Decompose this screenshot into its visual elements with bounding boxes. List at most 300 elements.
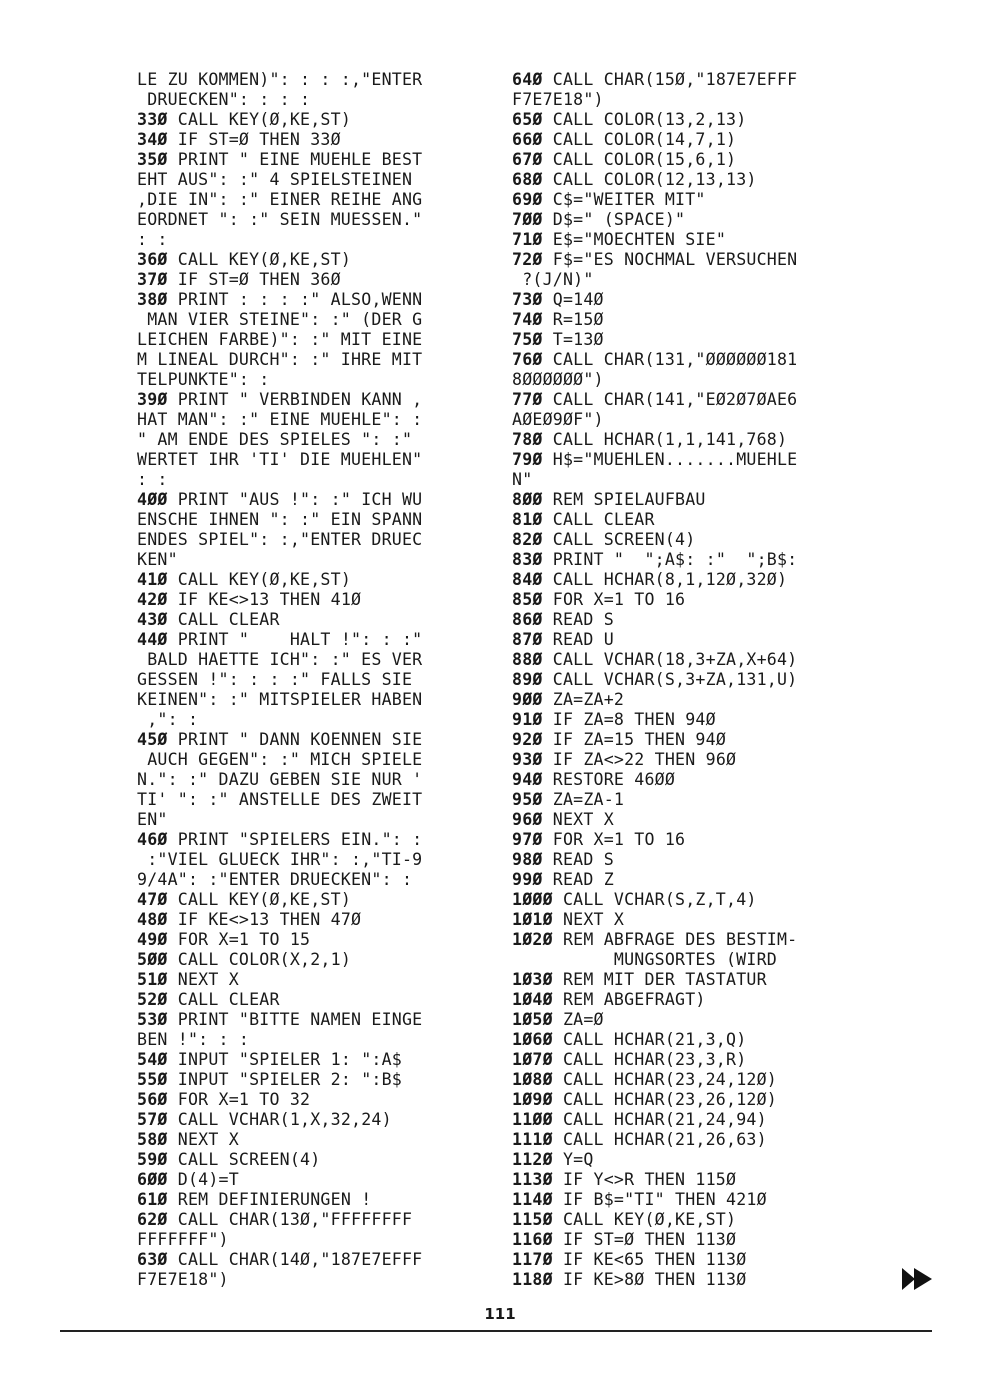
code-text: REM DEFINIERUNGEN ! [167, 1190, 372, 1209]
code-text: PRINT : : : :" ALSO,WENN [167, 290, 423, 309]
bottom-rule [60, 1330, 932, 1332]
code-line [512, 530, 862, 550]
code-line [137, 330, 482, 350]
code-line [512, 950, 862, 970]
code-text: RESTORE 46ØØ [542, 770, 676, 789]
code-text: NEXT X [167, 1130, 239, 1149]
line-number: 52Ø [137, 990, 168, 1009]
code-text: NEXT X [167, 970, 239, 989]
code-text: Y=Q [552, 1150, 594, 1169]
code-text: IF ST=Ø THEN 113Ø [552, 1230, 737, 1249]
code-text: CALL CLEAR [167, 610, 280, 629]
code-line [137, 190, 482, 210]
code-text: BALD HAETTE ICH": :" ES VER [137, 650, 423, 669]
code-text: REM MIT DER TASTATUR [552, 970, 767, 989]
line-number: 116Ø [512, 1230, 553, 1249]
line-number: 47Ø [137, 890, 168, 909]
line-number: 1Ø9Ø [512, 1090, 553, 1109]
code-text: IF ZA<>22 THEN 96Ø [542, 750, 737, 769]
code-text: TELPUNKTE": : [137, 370, 270, 389]
code-text: ZA=ZA+2 [542, 690, 625, 709]
line-number: 61Ø [137, 1190, 168, 1209]
code-text: D(4)=T [167, 1170, 239, 1189]
line-number: 78Ø [512, 430, 543, 449]
code-text: CALL CHAR(141,"EØ2Ø7ØAE6 [542, 390, 798, 409]
code-line [512, 910, 862, 930]
code-text: AUCH GEGEN": :" MICH SPIELE [137, 750, 423, 769]
code-line [137, 1190, 482, 1210]
code-line [137, 870, 482, 890]
code-line [137, 470, 482, 490]
code-line [137, 290, 482, 310]
code-line [137, 270, 482, 290]
line-number: 118Ø [512, 1270, 553, 1289]
line-number: 11ØØ [512, 1110, 553, 1129]
code-text: N" [512, 470, 533, 489]
code-text: ?(J/N)" [512, 270, 594, 289]
line-number: 115Ø [512, 1210, 553, 1229]
line-number: 38Ø [137, 290, 168, 309]
line-number: 1Ø6Ø [512, 1030, 553, 1049]
code-line [137, 1170, 482, 1190]
line-number: 72Ø [512, 250, 543, 269]
code-line [137, 1210, 482, 1230]
code-line [137, 410, 482, 430]
code-text: FOR X=1 TO 16 [542, 830, 686, 849]
code-line [512, 350, 862, 370]
line-number: 48Ø [137, 910, 168, 929]
line-number: 54Ø [137, 1050, 168, 1069]
line-number: 49Ø [137, 930, 168, 949]
line-number: 5ØØ [137, 950, 168, 969]
code-text: CALL HCHAR(21,26,63) [552, 1130, 767, 1149]
code-line [137, 450, 482, 470]
code-line [137, 150, 482, 170]
line-number: 1Ø1Ø [512, 910, 553, 929]
code-text: EN" [137, 810, 168, 829]
code-line [512, 750, 862, 770]
line-number: 112Ø [512, 1150, 553, 1169]
code-text: CALL HCHAR(21,3,Q) [552, 1030, 747, 1049]
code-text: GESSEN !": : : :" FALLS SIE [137, 670, 413, 689]
code-line [512, 610, 862, 630]
line-number: 42Ø [137, 590, 168, 609]
code-line [512, 850, 862, 870]
code-text: CALL HCHAR(21,24,94) [552, 1110, 767, 1129]
continue-arrow-icon [900, 1266, 934, 1296]
code-text: 8ØØØØØØ") [512, 370, 604, 389]
line-number: 43Ø [137, 610, 168, 629]
code-line [512, 270, 862, 290]
code-text: ENDES SPIEL": :,"ENTER DRUEC [137, 530, 423, 549]
line-number: 81Ø [512, 510, 543, 529]
code-line [512, 790, 862, 810]
code-text: N.": :" DAZU GEBEN SIE NUR ' [137, 770, 423, 789]
code-line [137, 130, 482, 150]
code-line [137, 530, 482, 550]
code-text: CALL CHAR(13Ø,"FFFFFFFF [167, 1210, 413, 1229]
code-text: : : [137, 230, 168, 249]
line-number: 56Ø [137, 1090, 168, 1109]
code-text: CALL CHAR(131,"ØØØØØØ181 [542, 350, 798, 369]
code-line [512, 1210, 862, 1230]
code-line [137, 630, 482, 650]
code-line [137, 1010, 482, 1030]
code-text: READ Z [542, 870, 614, 889]
code-line [512, 1250, 862, 1270]
code-line [512, 410, 862, 430]
code-line [512, 1070, 862, 1090]
line-number: 111Ø [512, 1130, 553, 1149]
code-text: IF KE<>13 THEN 47Ø [167, 910, 362, 929]
code-text: 9/4A": :"ENTER DRUECKEN": : [137, 870, 413, 889]
code-line [512, 250, 862, 270]
code-text: CALL HCHAR(23,3,R) [552, 1050, 747, 1069]
code-text: READ U [542, 630, 614, 649]
code-line [512, 470, 862, 490]
code-text: PRINT " VERBINDEN KANN , [167, 390, 423, 409]
line-number: 92Ø [512, 730, 543, 749]
line-number: 8ØØ [512, 490, 543, 509]
code-text: PRINT " HALT !": : :" [167, 630, 423, 649]
code-text: IF ST=Ø THEN 36Ø [167, 270, 341, 289]
line-number: 63Ø [137, 1250, 168, 1269]
code-text: C$="WEITER MIT" [542, 190, 706, 209]
line-number: 67Ø [512, 150, 543, 169]
code-line [137, 830, 482, 850]
line-number: 1Ø3Ø [512, 970, 553, 989]
listing-column-right [512, 70, 862, 1290]
code-line [137, 990, 482, 1010]
code-line [512, 1150, 862, 1170]
code-text: REM ABFRAGE DES BESTIM- [552, 930, 798, 949]
line-number: 91Ø [512, 710, 543, 729]
line-number: 4ØØ [137, 490, 168, 509]
code-line [137, 590, 482, 610]
line-number: 53Ø [137, 1010, 168, 1029]
code-text: EORDNET ": :" SEIN MUESSEN." [137, 210, 423, 229]
code-line [137, 90, 482, 110]
line-number: 73Ø [512, 290, 543, 309]
code-text: TI' ": :" ANSTELLE DES ZWEIT [137, 790, 423, 809]
code-line [137, 970, 482, 990]
code-line [512, 110, 862, 130]
line-number: 74Ø [512, 310, 543, 329]
code-text: " AM ENDE DES SPIELES ": :" [137, 430, 413, 449]
code-line [512, 290, 862, 310]
code-text: :"VIEL GLUECK IHR": :,"TI-9 [137, 850, 423, 869]
code-line [137, 510, 482, 530]
code-line [137, 1230, 482, 1250]
line-number: 76Ø [512, 350, 543, 369]
line-number: 117Ø [512, 1250, 553, 1269]
code-text: ENSCHE IHNEN ": :" EIN SPANN [137, 510, 423, 529]
code-line [512, 430, 862, 450]
line-number: 64Ø [512, 70, 543, 89]
code-text: CALL VCHAR(18,3+ZA,X+64) [542, 650, 798, 669]
code-line [137, 230, 482, 250]
line-number: 36Ø [137, 250, 168, 269]
code-line [512, 930, 862, 950]
line-number: 1Ø8Ø [512, 1070, 553, 1089]
line-number: 45Ø [137, 730, 168, 749]
code-text: PRINT " ";A$: :" ";B$: [542, 550, 798, 569]
code-line [137, 1050, 482, 1070]
line-number: 62Ø [137, 1210, 168, 1229]
code-line [137, 950, 482, 970]
line-number: 79Ø [512, 450, 543, 469]
code-text: PRINT " EINE MUEHLE BEST [167, 150, 423, 169]
line-number: 69Ø [512, 190, 543, 209]
code-text: CALL CHAR(14Ø,"187E7EFFF [167, 1250, 423, 1269]
line-number: 85Ø [512, 590, 543, 609]
code-line [512, 710, 862, 730]
code-text: CALL KEY(Ø,KE,ST) [167, 890, 352, 909]
line-number: 82Ø [512, 530, 543, 549]
code-line [512, 890, 862, 910]
line-number: 84Ø [512, 570, 543, 589]
line-number: 87Ø [512, 630, 543, 649]
code-line [512, 550, 862, 570]
code-text: CALL CLEAR [167, 990, 280, 1009]
code-line [512, 150, 862, 170]
code-text: CALL KEY(Ø,KE,ST) [167, 110, 352, 129]
code-text: READ S [542, 850, 614, 869]
line-number: 1Ø5Ø [512, 1010, 553, 1029]
line-number: 57Ø [137, 1110, 168, 1129]
line-number: 7ØØ [512, 210, 543, 229]
code-line [137, 430, 482, 450]
code-text: CALL COLOR(X,2,1) [167, 950, 352, 969]
code-text: REM SPIELAUFBAU [542, 490, 706, 509]
code-line [512, 330, 862, 350]
code-text: LE ZU KOMMEN)": : : :,"ENTER [137, 70, 423, 89]
code-text: E$="MOECHTEN SIE" [542, 230, 727, 249]
code-text: CALL COLOR(13,2,13) [542, 110, 747, 129]
code-text: HAT MAN": :" EINE MUEHLE": : [137, 410, 423, 429]
code-line [137, 1030, 482, 1050]
code-line [512, 310, 862, 330]
code-text: CALL HCHAR(23,24,12Ø) [552, 1070, 777, 1089]
code-text: CALL VCHAR(1,X,32,24) [167, 1110, 392, 1129]
code-text: CALL COLOR(15,6,1) [542, 150, 737, 169]
code-text: CALL HCHAR(8,1,12Ø,32Ø) [542, 570, 788, 589]
code-line [512, 90, 862, 110]
code-line [137, 370, 482, 390]
line-number: 39Ø [137, 390, 168, 409]
code-text: WERTET IHR 'TI' DIE MUEHLEN" [137, 450, 423, 469]
code-line [512, 190, 862, 210]
code-line [137, 210, 482, 230]
line-number: 33Ø [137, 110, 168, 129]
code-text: IF ST=Ø THEN 33Ø [167, 130, 341, 149]
code-line [137, 250, 482, 270]
line-number: 37Ø [137, 270, 168, 289]
code-line [137, 310, 482, 330]
line-number: 94Ø [512, 770, 543, 789]
line-number: 93Ø [512, 750, 543, 769]
code-text: CALL VCHAR(S,3+ZA,131,U) [542, 670, 798, 689]
code-line [137, 1130, 482, 1150]
code-text: CALL COLOR(14,7,1) [542, 130, 737, 149]
line-number: 71Ø [512, 230, 543, 249]
code-text: NEXT X [542, 810, 614, 829]
code-line [512, 770, 862, 790]
line-number: 89Ø [512, 670, 543, 689]
code-text: FOR X=1 TO 15 [167, 930, 311, 949]
code-line [512, 1270, 862, 1290]
code-line [512, 130, 862, 150]
line-number: 44Ø [137, 630, 168, 649]
code-line [512, 1010, 862, 1030]
code-text: PRINT " DANN KOENNEN SIE [167, 730, 423, 749]
line-number: 86Ø [512, 610, 543, 629]
code-text: FOR X=1 TO 16 [542, 590, 686, 609]
code-text: KEN" [137, 550, 178, 569]
code-line [137, 730, 482, 750]
code-line [137, 1270, 482, 1290]
code-text: EHT AUS": :" 4 SPIELSTEINEN [137, 170, 413, 189]
line-number: 51Ø [137, 970, 168, 989]
code-text: IF ZA=8 THEN 94Ø [542, 710, 716, 729]
code-text: PRINT "BITTE NAMEN EINGE [167, 1010, 423, 1029]
code-line [512, 590, 862, 610]
listing-column-left [137, 70, 482, 1290]
code-text: IF KE>8Ø THEN 113Ø [552, 1270, 747, 1289]
line-number: 83Ø [512, 550, 543, 569]
code-text: F7E7E18") [137, 1270, 229, 1289]
line-number: 58Ø [137, 1130, 168, 1149]
code-text: DRUECKEN": : : : [137, 90, 311, 109]
code-line [512, 1130, 862, 1150]
code-line [137, 550, 482, 570]
code-text: M LINEAL DURCH": :" IHRE MIT [137, 350, 423, 369]
code-line [137, 1150, 482, 1170]
code-text: F$="ES NOCHMAL VERSUCHEN [542, 250, 798, 269]
code-text: CALL KEY(Ø,KE,ST) [167, 250, 352, 269]
line-number: 113Ø [512, 1170, 553, 1189]
code-text: MUNGSORTES (WIRD [512, 950, 777, 969]
code-text: NEXT X [552, 910, 625, 929]
code-text: : : [137, 470, 168, 489]
code-text: ,DIE IN": :" EINER REIHE ANG [137, 190, 423, 209]
code-line [512, 1190, 862, 1210]
code-line [512, 170, 862, 190]
code-line [137, 850, 482, 870]
code-line [137, 570, 482, 590]
code-line [512, 970, 862, 990]
code-text: CALL HCHAR(23,26,12Ø) [552, 1090, 777, 1109]
code-line [137, 1250, 482, 1270]
code-text: IF Y<>R THEN 115Ø [552, 1170, 737, 1189]
code-line [137, 670, 482, 690]
code-line [512, 210, 862, 230]
code-line [512, 1030, 862, 1050]
code-line [137, 770, 482, 790]
line-number: 98Ø [512, 850, 543, 869]
code-text: CALL KEY(Ø,KE,ST) [552, 1210, 737, 1229]
code-text: T=13Ø [542, 330, 604, 349]
code-text: BEN !": : : [137, 1030, 250, 1049]
line-number: 66Ø [512, 130, 543, 149]
code-text: MAN VIER STEINE": :" (DER G [137, 310, 423, 329]
code-line [137, 170, 482, 190]
code-line [137, 610, 482, 630]
code-text: CALL CLEAR [542, 510, 655, 529]
line-number: 77Ø [512, 390, 543, 409]
code-line [512, 650, 862, 670]
code-text: FOR X=1 TO 32 [167, 1090, 311, 1109]
code-line [512, 830, 862, 850]
code-line [137, 350, 482, 370]
code-text: H$="MUEHLEN.......MUEHLE [542, 450, 798, 469]
code-line [137, 1110, 482, 1130]
code-line [512, 230, 862, 250]
code-line [137, 1090, 482, 1110]
code-line [512, 490, 862, 510]
code-line [512, 1170, 862, 1190]
line-number: 1ØØØ [512, 890, 553, 909]
code-line [137, 810, 482, 830]
code-text: D$=" (SPACE)" [542, 210, 686, 229]
code-text: LEICHEN FARBE)": :" MIT EINE [137, 330, 423, 349]
code-line [512, 990, 862, 1010]
line-number: 34Ø [137, 130, 168, 149]
code-line [137, 890, 482, 910]
code-line [137, 750, 482, 770]
line-number: 1Ø4Ø [512, 990, 553, 1009]
code-line [137, 910, 482, 930]
code-text: F7E7E18") [512, 90, 604, 109]
line-number: 1Ø2Ø [512, 930, 553, 949]
code-line [137, 110, 482, 130]
line-number: 35Ø [137, 150, 168, 169]
line-number: 99Ø [512, 870, 543, 889]
code-text: INPUT "SPIELER 2: ":B$ [167, 1070, 402, 1089]
code-line [137, 1070, 482, 1090]
code-text: R=15Ø [542, 310, 604, 329]
code-text: IF KE<65 THEN 113Ø [552, 1250, 747, 1269]
code-line [512, 370, 862, 390]
line-number: 97Ø [512, 830, 543, 849]
code-line [137, 70, 482, 90]
code-line [512, 730, 862, 750]
code-line [512, 870, 862, 890]
code-line [512, 450, 862, 470]
line-number: 9ØØ [512, 690, 543, 709]
code-line [137, 690, 482, 710]
code-line [137, 490, 482, 510]
line-number: 6ØØ [137, 1170, 168, 1189]
code-text: PRINT "SPIELERS EIN.": : [167, 830, 423, 849]
line-number: 114Ø [512, 1190, 553, 1209]
line-number: 1Ø7Ø [512, 1050, 553, 1069]
code-text: CALL CHAR(15Ø,"187E7EFFF [542, 70, 798, 89]
code-text: ZA=Ø [552, 1010, 604, 1029]
code-line [512, 1110, 862, 1130]
code-text: READ S [542, 610, 614, 629]
line-number: 46Ø [137, 830, 168, 849]
code-line [512, 630, 862, 650]
code-text: ZA=ZA-1 [542, 790, 625, 809]
code-text: IF KE<>13 THEN 41Ø [167, 590, 362, 609]
code-line [137, 390, 482, 410]
code-line [137, 710, 482, 730]
code-text: IF B$="TI" THEN 421Ø [552, 1190, 767, 1209]
code-text: IF ZA=15 THEN 94Ø [542, 730, 727, 749]
line-number: 65Ø [512, 110, 543, 129]
code-line [137, 930, 482, 950]
